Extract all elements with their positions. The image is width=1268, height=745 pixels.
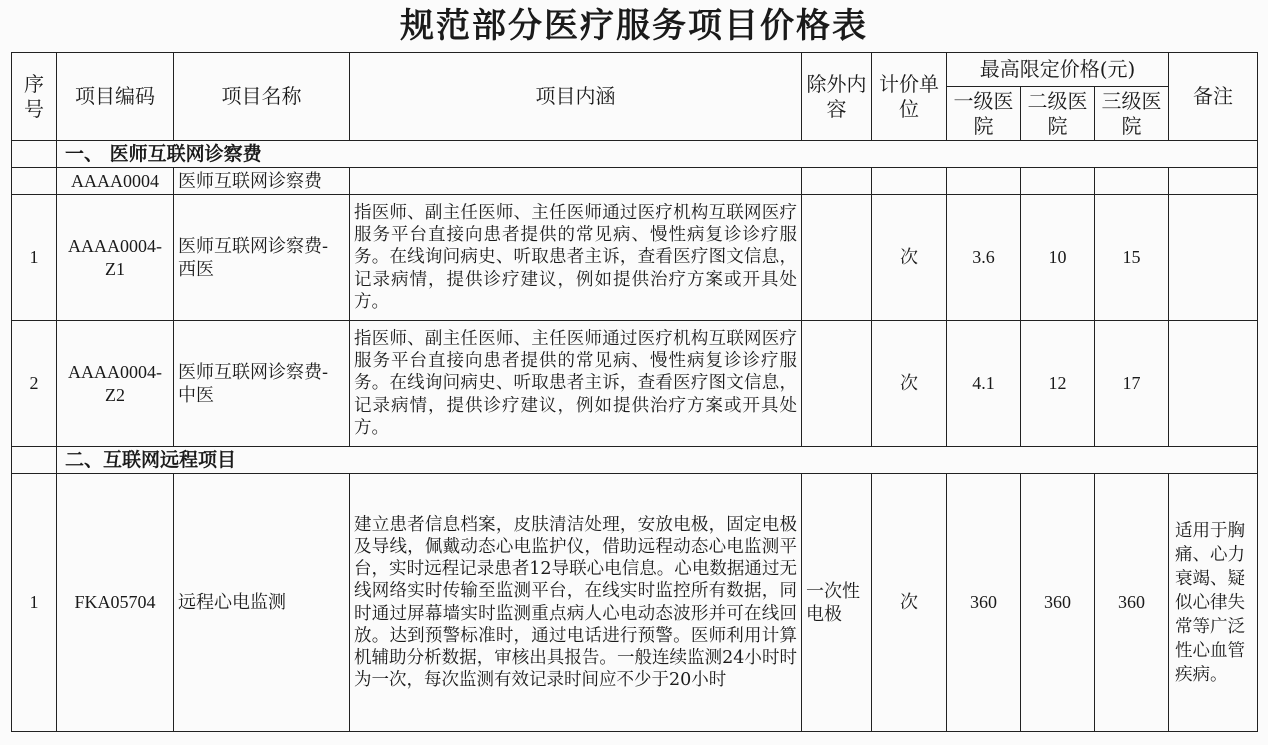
unit-cell: 次: [872, 195, 947, 321]
header-remark: 备注: [1169, 53, 1258, 141]
seq-cell: 1: [12, 195, 57, 321]
remark-cell: [1169, 321, 1258, 447]
exclude-cell: [802, 321, 872, 447]
price-level2-cell: 10: [1021, 195, 1095, 321]
table-row: [12, 474, 1258, 732]
header-unit: 计价单位: [872, 53, 947, 141]
remark-cell: 适用于胸痛、心力衰竭、疑似心律失常等广泛性心血管疾病。: [1169, 474, 1258, 732]
code-cell: AAAA0004-Z1: [57, 195, 174, 321]
exclude-cell: [802, 195, 872, 321]
code-cell: FKA05704: [57, 474, 174, 732]
table-row: [12, 195, 1258, 321]
name-cell: 医师互联网诊察费-中医: [174, 321, 350, 447]
seq-cell: 1: [12, 474, 57, 732]
section-row: [12, 141, 1258, 168]
price-level1-cell: 360: [947, 474, 1021, 732]
document-title: 规范部分医疗服务项目价格表: [400, 6, 868, 46]
name-cell: 远程心电监测: [174, 474, 350, 732]
section-title: 一、 医师互联网诊察费: [57, 141, 1258, 168]
price-level3-cell: 360: [1095, 474, 1169, 732]
header-level2: 二级医院: [1021, 87, 1095, 141]
price-table: [11, 52, 1258, 732]
content-cell: 指医师、副主任医师、主任医师通过医疗机构互联网医疗服务平台直接向患者提供的常见病、慢性病复诊诊疗服务。在线询问病史、听取患者主诉，查看医疗图文信息，记录病情，提供诊疗建议，例如提供治疗方案或开具处方。: [350, 321, 802, 447]
price-level2-cell: 12: [1021, 321, 1095, 447]
header-content: 项目内涵: [350, 53, 802, 141]
header-name: 项目名称: [174, 53, 350, 141]
name-cell: 医师互联网诊察费: [174, 168, 350, 195]
exclude-cell: 一次性电极: [802, 474, 872, 732]
price-level3-cell: 15: [1095, 195, 1169, 321]
content-cell: 指医师、副主任医师、主任医师通过医疗机构互联网医疗服务平台直接向患者提供的常见病、慢性病复诊诊疗服务。在线询问病史、听取患者主诉，查看医疗图文信息，记录病情，提供诊疗建议，例如提供治疗方案或开具处方。: [350, 195, 802, 321]
header-row: [12, 53, 1258, 87]
price-level1-cell: 3.6: [947, 195, 1021, 321]
section-row: [12, 447, 1258, 474]
code-cell: AAAA0004-Z2: [57, 321, 174, 447]
price-level3-cell: 17: [1095, 321, 1169, 447]
price-level2-cell: 360: [1021, 474, 1095, 732]
header-level1: 一级医院: [947, 87, 1021, 141]
price-level1-cell: 4.1: [947, 321, 1021, 447]
header-seq: 序号: [12, 53, 57, 141]
unit-cell: 次: [872, 321, 947, 447]
code-row: [12, 168, 1258, 195]
section-title: 二、互联网远程项目: [57, 447, 1258, 474]
header-exclude: 除外内容: [802, 53, 872, 141]
table-row: [12, 321, 1258, 447]
header-price-group: 最高限定价格(元): [947, 53, 1169, 87]
unit-cell: 次: [872, 474, 947, 732]
header-level3: 三级医院: [1095, 87, 1169, 141]
code-cell: AAAA0004: [57, 168, 174, 195]
header-code: 项目编码: [57, 53, 174, 141]
seq-cell: 2: [12, 321, 57, 447]
content-cell: 建立患者信息档案，皮肤清洁处理，安放电极，固定电极及导线，佩戴动态心电监护仪，借助远程动态心电监测平台，实时远程记录患者12导联心电信息。心电数据通过无线网络实时传输至监测平台，在线实时监控所有数据，同时通过屏幕墙实时监测重点病人心电动态波形并可在线回放。达到预警标准时，通过电话进行预警。医师利用计算机辅助分析数据，审核出具报告。一般连续监测24小时时为一次，每次监测有效记录时间应不少于20小时: [350, 474, 802, 732]
remark-cell: [1169, 195, 1258, 321]
name-cell: 医师互联网诊察费-西医: [174, 195, 350, 321]
